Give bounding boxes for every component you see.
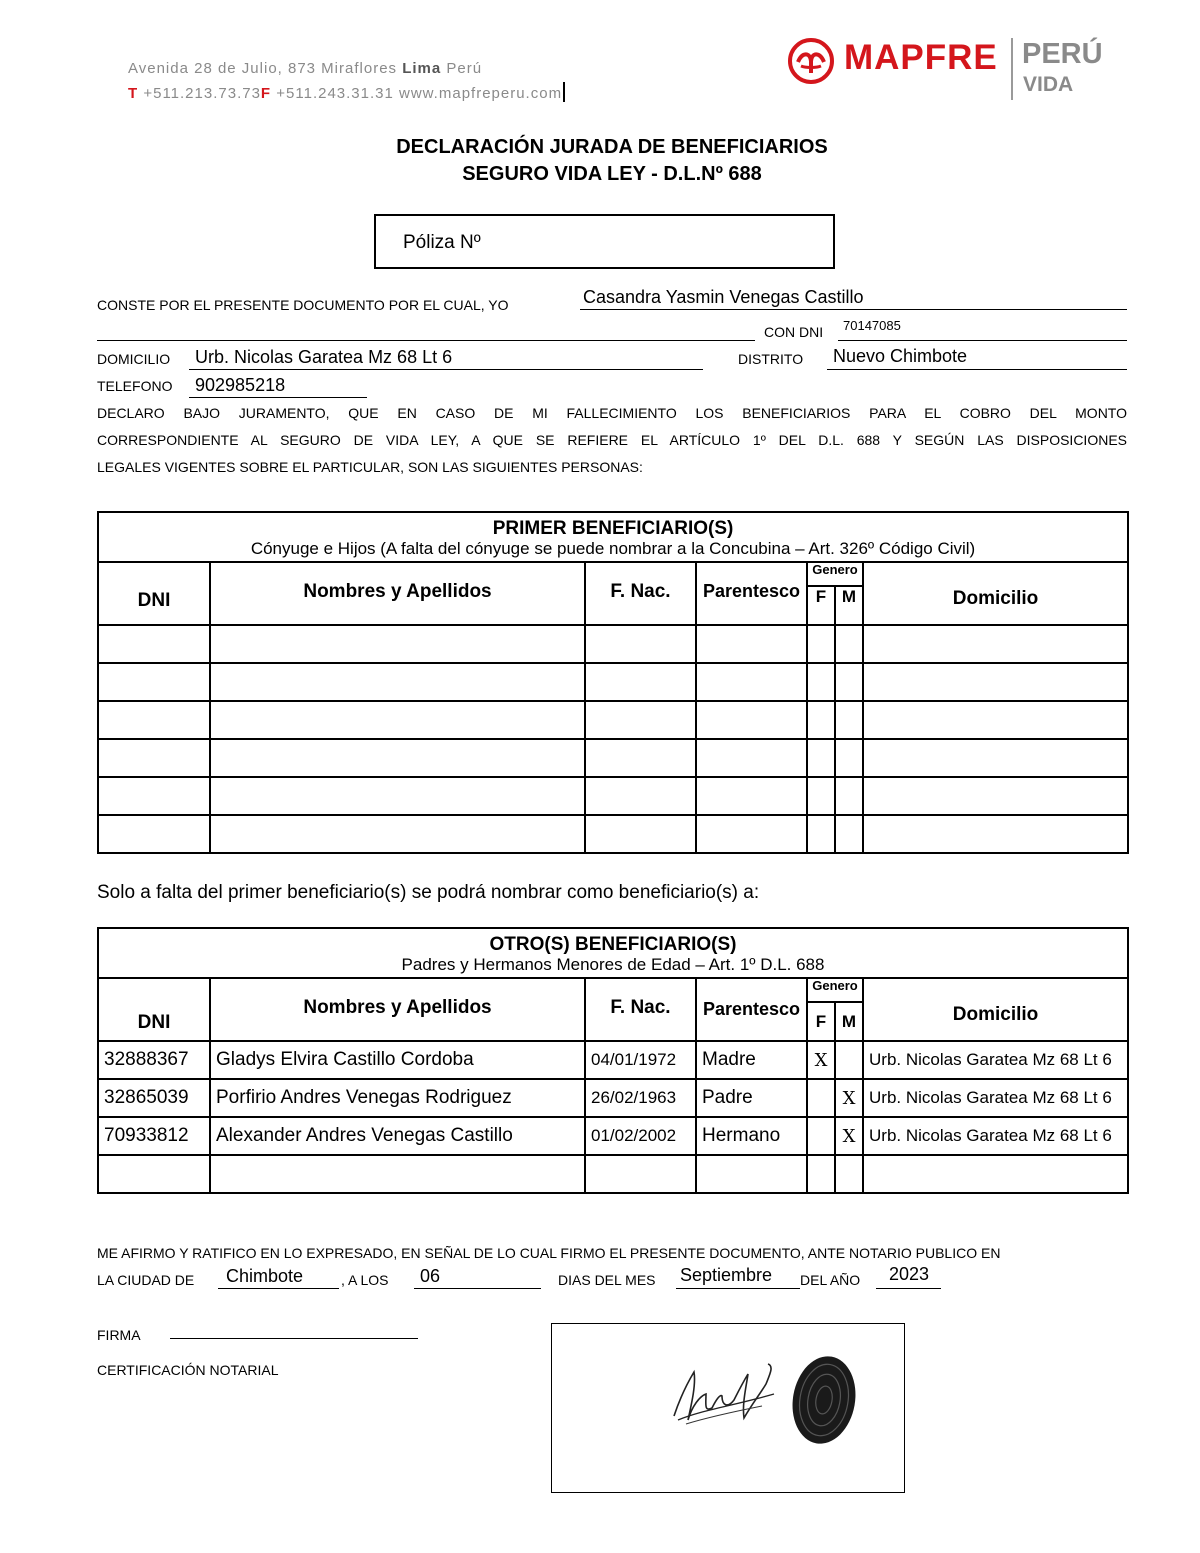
cell-name[interactable] <box>210 701 585 739</box>
declarant-phone-line <box>189 397 367 398</box>
cell-birth-date[interactable] <box>585 1155 696 1193</box>
cell-relationship[interactable] <box>696 701 807 739</box>
declaration-line-2: CORRESPONDIENTE AL SEGURO DE VIDA LEY, A QUE SE REFIERE EL ARTÍCULO 1º DEL D.L. 688 Y SEGÚN LAS DISPOSICIONES <box>97 432 1127 448</box>
primary-section-title: PRIMER BENEFICIARIO(S) <box>492 518 734 539</box>
table-row <box>98 1041 1128 1079</box>
mapfre-logo-icon <box>788 38 834 84</box>
cell-name[interactable]: Gladys Elvira Castillo Cordoba <box>210 1041 585 1079</box>
cell-name[interactable] <box>210 625 585 663</box>
cell-relationship[interactable] <box>696 1155 807 1193</box>
cell-male[interactable] <box>835 1041 863 1079</box>
column-header-birth-date: F. Nac. <box>585 978 696 1041</box>
cell-dni[interactable] <box>98 663 210 701</box>
signature-label: FIRMA <box>97 1327 141 1343</box>
cell-address[interactable]: Urb. Nicolas Garatea Mz 68 Lt 6 <box>863 1041 1128 1079</box>
company-contact <box>128 82 565 102</box>
cell-birth-date[interactable] <box>585 625 696 663</box>
declarant-district: Nuevo Chimbote <box>833 346 968 366</box>
address-street: Avenida 28 de Julio, 873 Miraflores <box>128 60 398 77</box>
logo-division: VIDA <box>1023 73 1074 96</box>
table-row <box>98 1079 1128 1117</box>
cell-birth-date[interactable]: 04/01/1972 <box>585 1041 696 1079</box>
cell-address[interactable] <box>863 701 1128 739</box>
cell-relationship[interactable] <box>696 663 807 701</box>
cell-female[interactable] <box>807 1079 835 1117</box>
signing-year-line <box>876 1288 941 1289</box>
cell-male[interactable] <box>835 701 863 739</box>
column-header-relationship: Parentesco <box>696 978 807 1041</box>
cell-address[interactable] <box>863 625 1128 663</box>
column-header-birth-date: F. Nac. <box>585 562 696 625</box>
primary-section-header <box>98 512 1128 562</box>
cell-dni[interactable] <box>98 625 210 663</box>
signing-city-line <box>218 1288 339 1289</box>
cell-birth-date[interactable] <box>585 663 696 701</box>
cell-birth-date[interactable]: 01/02/2002 <box>585 1117 696 1155</box>
column-header-name: Nombres y Apellidos <box>210 978 585 1041</box>
column-header-male: M <box>835 586 863 625</box>
signing-city: Chimbote <box>226 1266 304 1286</box>
text-cursor <box>563 82 565 102</box>
signature-line <box>170 1338 418 1339</box>
other-beneficiaries-table <box>97 927 1129 1194</box>
others-section-subtitle: Padres y Hermanos Menores de Edad – Art. 1º D.L. 688 <box>401 955 825 974</box>
cell-relationship[interactable]: Padre <box>696 1079 807 1117</box>
table-row <box>98 1117 1128 1155</box>
cell-female[interactable] <box>807 777 835 815</box>
column-header-female: F <box>807 1002 835 1041</box>
declaration-line-1: DECLARO BAJO JURAMENTO, QUE EN CASO DE MI FALLECIMIENTO LOS BENEFICIARIOS PARA EL COBRO DEL MONTO <box>97 405 1127 421</box>
signing-month: Septiembre <box>680 1265 773 1285</box>
declaration-line-3: LEGALES VIGENTES SOBRE EL PARTICULAR, SON LAS SIGUIENTES PERSONAS: <box>97 459 643 475</box>
fax-prefix: F <box>260 85 272 102</box>
cell-male[interactable] <box>835 1155 863 1193</box>
closing-statement: ME AFIRMO Y RATIFICO EN LO EXPRESADO, EN SEÑAL DE LO CUAL FIRMO EL PRESENTE DOCUMENTO, ANTE NOTARIO PUBLICO EN <box>97 1245 1001 1261</box>
cell-name[interactable]: Alexander Andres Venegas Castillo <box>210 1117 585 1155</box>
cell-dni[interactable]: 32865039 <box>98 1079 210 1117</box>
table-row <box>98 815 1128 853</box>
city-label: LA CIUDAD DE <box>97 1272 195 1288</box>
cell-name[interactable] <box>210 815 585 853</box>
dni-label: CON DNI <box>764 324 824 340</box>
handwritten-signature-icon <box>552 1324 904 1492</box>
declarant-dni-line <box>838 340 1127 341</box>
cell-birth-date[interactable] <box>585 739 696 777</box>
cell-birth-date[interactable] <box>585 815 696 853</box>
company-address <box>128 60 482 77</box>
address-country: Perú <box>446 60 483 77</box>
district-label: DISTRITO <box>738 351 804 367</box>
cell-dni[interactable]: 32888367 <box>98 1041 210 1079</box>
column-header-dni: DNI <box>98 978 210 1041</box>
cell-birth-date[interactable]: 26/02/1963 <box>585 1079 696 1117</box>
cell-address[interactable]: Urb. Nicolas Garatea Mz 68 Lt 6 <box>863 1117 1128 1155</box>
cell-female[interactable] <box>807 701 835 739</box>
column-header-female: F <box>807 586 835 625</box>
others-section-title: OTRO(S) BENEFICIARIO(S) <box>489 934 737 955</box>
cell-relationship[interactable] <box>696 777 807 815</box>
cell-address[interactable] <box>863 815 1128 853</box>
declarant-address: Urb. Nicolas Garatea Mz 68 Lt 6 <box>195 347 453 367</box>
company-phone: +511.213.73.73 <box>143 85 261 102</box>
cell-female[interactable] <box>807 625 835 663</box>
cell-relationship[interactable] <box>696 739 807 777</box>
document-subtitle: SEGURO VIDA LEY - D.L.Nº 688 <box>462 163 762 185</box>
notary-certification-label: CERTIFICACIÓN NOTARIAL <box>97 1362 279 1378</box>
cell-female[interactable] <box>807 663 835 701</box>
cell-female[interactable] <box>807 815 835 853</box>
signing-day-line <box>414 1288 541 1289</box>
phone-label: TELEFONO <box>97 378 173 394</box>
cell-birth-date[interactable] <box>585 777 696 815</box>
declarant-district-line <box>827 369 1127 370</box>
primary-beneficiaries-table <box>97 511 1129 854</box>
cell-female[interactable] <box>807 739 835 777</box>
cell-relationship[interactable] <box>696 815 807 853</box>
cell-male[interactable] <box>835 777 863 815</box>
secondary-beneficiary-note: Solo a falta del primer beneficiario(s) se podrá nombrar como beneficiario(s) a: <box>97 882 760 903</box>
cell-relationship[interactable] <box>696 625 807 663</box>
cell-dni[interactable] <box>98 739 210 777</box>
document-title: DECLARACIÓN JURADA DE BENEFICIARIOS <box>396 136 828 158</box>
signing-month-line <box>676 1288 800 1289</box>
column-header-male: M <box>835 1002 863 1041</box>
table-row <box>98 625 1128 663</box>
address-city: Lima <box>402 60 442 77</box>
column-header-gender: Genero <box>807 978 863 1002</box>
column-header-address: Domicilio <box>863 978 1128 1041</box>
declarant-phone: 902985218 <box>195 375 286 395</box>
cell-name[interactable] <box>210 1155 585 1193</box>
table-row <box>98 739 1128 777</box>
declarant-intro-label: CONSTE POR EL PRESENTE DOCUMENTO POR EL CUAL, YO <box>97 297 509 313</box>
table-row <box>98 1155 1128 1193</box>
cell-birth-date[interactable] <box>585 701 696 739</box>
day-label: , A LOS <box>341 1272 389 1288</box>
declarant-name-continuation-line <box>97 340 755 341</box>
logo-brand: MAPFRE <box>844 38 998 77</box>
cell-male[interactable]: X <box>835 1079 863 1117</box>
logo-divider <box>1011 38 1013 100</box>
cell-dni[interactable]: 70933812 <box>98 1117 210 1155</box>
cell-name[interactable] <box>210 777 585 815</box>
declarant-name: Casandra Yasmin Venegas Castillo <box>583 287 864 307</box>
cell-dni[interactable] <box>98 815 210 853</box>
declarant-address-line <box>189 369 703 370</box>
address-label: DOMICILIO <box>97 351 171 367</box>
cell-male[interactable] <box>835 625 863 663</box>
cell-female[interactable] <box>807 1155 835 1193</box>
table-row <box>98 701 1128 739</box>
others-section-header <box>98 928 1128 978</box>
cell-dni[interactable] <box>98 777 210 815</box>
column-header-name: Nombres y Apellidos <box>210 562 585 625</box>
cell-female[interactable]: X <box>807 1041 835 1079</box>
notary-signature-box <box>551 1323 905 1493</box>
cell-address[interactable] <box>863 1155 1128 1193</box>
table-row <box>98 777 1128 815</box>
column-header-relationship: Parentesco <box>696 562 807 625</box>
policy-number-label: Póliza Nº <box>403 232 481 253</box>
table-row <box>98 663 1128 701</box>
phone-prefix: T <box>128 85 139 102</box>
cell-male[interactable]: X <box>835 1117 863 1155</box>
cell-male[interactable] <box>835 739 863 777</box>
cell-relationship[interactable]: Madre <box>696 1041 807 1079</box>
declarant-dni: 70147085 <box>843 318 901 333</box>
cell-address[interactable]: Urb. Nicolas Garatea Mz 68 Lt 6 <box>863 1079 1128 1117</box>
cell-name[interactable] <box>210 739 585 777</box>
primary-section-subtitle: Cónyuge e Hijos (A falta del cónyuge se puede nombrar a la Concubina – Art. 326º Código Civil) <box>250 539 976 558</box>
cell-male[interactable] <box>835 815 863 853</box>
cell-address[interactable] <box>863 739 1128 777</box>
logo-country: PERÚ <box>1022 38 1103 70</box>
declarant-name-line <box>580 309 1127 310</box>
cell-female[interactable] <box>807 1117 835 1155</box>
cell-name[interactable] <box>210 663 585 701</box>
signing-day: 06 <box>420 1266 441 1286</box>
column-header-address: Domicilio <box>863 562 1128 625</box>
month-label: DIAS DEL MES <box>558 1272 656 1288</box>
column-header-dni: DNI <box>98 562 210 625</box>
cell-address[interactable] <box>863 777 1128 815</box>
cell-dni[interactable] <box>98 701 210 739</box>
cell-male[interactable] <box>835 663 863 701</box>
company-fax: +511.243.31.31 <box>276 85 394 102</box>
company-website: www.mapfreperu.com <box>399 85 563 102</box>
signing-year: 2023 <box>889 1264 930 1284</box>
cell-address[interactable] <box>863 663 1128 701</box>
cell-name[interactable]: Porfirio Andres Venegas Rodriguez <box>210 1079 585 1117</box>
cell-relationship[interactable]: Hermano <box>696 1117 807 1155</box>
year-label: DEL AÑO <box>800 1272 861 1288</box>
column-header-gender: Genero <box>807 562 863 586</box>
cell-dni[interactable] <box>98 1155 210 1193</box>
